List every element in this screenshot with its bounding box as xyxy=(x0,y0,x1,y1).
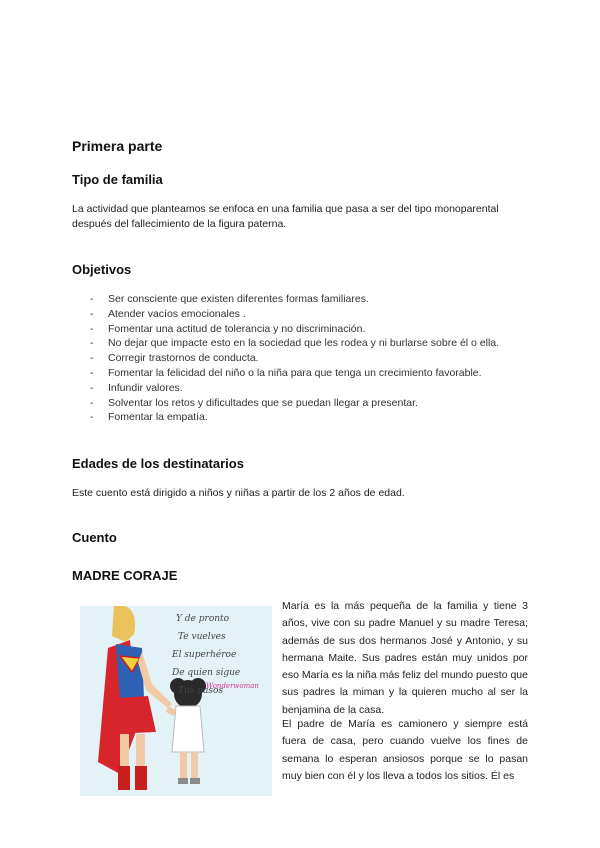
objectives-heading: Objetivos xyxy=(72,262,132,277)
objective-item: - Fomentar la empatía. xyxy=(90,410,499,425)
story-paragraph-1: María es la más pequeña de la familia y tiene 3 años, vive con su padre Manuel y su madre Teresa; además de sus dos hermanos José y Antonio, y su hermana Maite. Sus padres están muy unidos por eso María es la niña más feliz del mundo puesto que sus padres la miman y la quieren mucho al ser la benjamina de la casa. xyxy=(282,600,528,716)
story-heading: Cuento xyxy=(72,530,117,545)
illustration-signature: Wonderwoman xyxy=(206,682,259,690)
objective-item: - Atender vacíos emocionales . xyxy=(90,307,499,322)
family-type-heading: Tipo de familia xyxy=(72,172,163,187)
objective-item: - Solventar los retos y dificultades que se puedan llegar a presentar. xyxy=(90,396,499,411)
illustration-line: Te vuelves xyxy=(178,632,226,642)
story-title: MADRE CORAJE xyxy=(72,568,178,583)
illustration-line: Y de pronto xyxy=(176,614,230,624)
objective-item: - Infundir valores. xyxy=(90,381,499,396)
part-title: Primera parte xyxy=(72,138,163,154)
illustration-line: Tus pasos xyxy=(178,686,224,696)
objective-item: - No dejar que impacte esto en la sociedad que les rodea y ni burlarse sobre él o ella. xyxy=(90,336,499,351)
family-type-text: La actividad que planteamos se enfoca en una familia que pasa a ser del tipo monoparental después del fallecimiento de la figura paterna. xyxy=(72,203,499,230)
objective-item: - Ser consciente que existen diferentes formas familiares. xyxy=(90,292,499,307)
illustration-line: De quien sigue xyxy=(172,668,241,678)
objective-item: - Corregir trastornos de conducta. xyxy=(90,351,499,366)
objective-item: - Fomentar la felicidad del niño o la niña para que tenga un crecimiento favorable. xyxy=(90,366,499,381)
objectives-list xyxy=(90,292,499,425)
illustration-line: El superhéroe xyxy=(172,650,237,660)
ages-text: Este cuento está dirigido a niños y niñas a partir de los 2 años de edad. xyxy=(72,487,405,499)
mother-daughter-illustration xyxy=(80,606,272,796)
objective-item: - Fomentar una actitud de tolerancia y no discriminación. xyxy=(90,322,499,337)
ages-heading: Edades de los destinatarios xyxy=(72,456,244,471)
story-paragraph-2: El padre de María es camionero y siempre está fuera de casa, pero cuando vuelve los fines de semana lo esperan ansiosos porque se lo pasan muy bien con él y los lleva a todos los sitios. Él es xyxy=(282,718,528,782)
supermom-drawing xyxy=(80,606,272,796)
